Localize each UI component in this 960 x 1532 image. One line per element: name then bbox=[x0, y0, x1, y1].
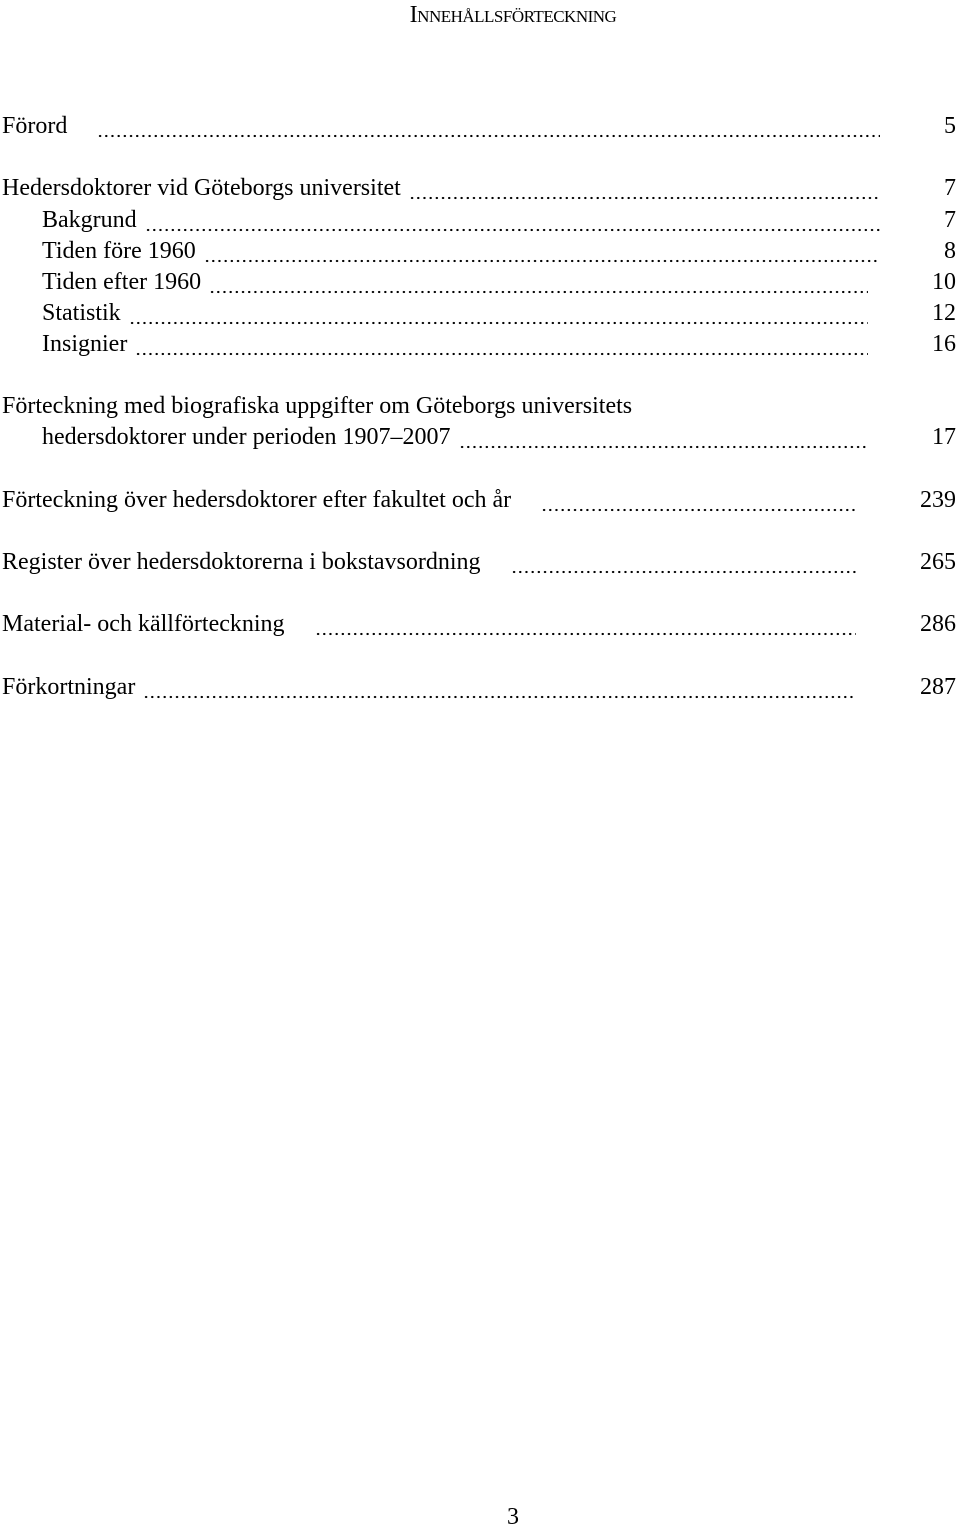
toc-label-continued: hedersdoktorer under perioden 1907–2007 bbox=[42, 424, 451, 450]
leader-dots bbox=[315, 610, 856, 638]
toc-entry bbox=[2, 174, 956, 202]
leader-dots bbox=[209, 268, 868, 296]
toc-label: Register över hedersdoktorerna i bokstavsordning bbox=[2, 549, 481, 575]
toc-label: Förkortningar bbox=[2, 674, 136, 700]
leader-dots bbox=[135, 330, 868, 358]
toc-page: 7 bbox=[944, 175, 956, 201]
leader-dots bbox=[409, 174, 880, 202]
toc-subentry bbox=[42, 268, 956, 296]
toc-page: 17 bbox=[932, 424, 956, 450]
toc-page: 286 bbox=[920, 611, 956, 637]
toc-label: Förteckning över hedersdoktorer efter fakultet och år bbox=[2, 487, 512, 513]
toc-subentry bbox=[42, 299, 956, 327]
leader-dots bbox=[204, 237, 880, 265]
toc-label: Förord bbox=[2, 113, 68, 139]
toc-entry-line2 bbox=[42, 423, 956, 451]
toc-entry bbox=[2, 610, 956, 638]
toc-label: Bakgrund bbox=[42, 207, 137, 233]
toc-subentry bbox=[42, 330, 956, 358]
page-number: 3 bbox=[507, 1504, 519, 1530]
toc-label: Hedersdoktorer vid Göteborgs universitet bbox=[2, 175, 401, 201]
leader-dots bbox=[145, 206, 880, 234]
toc-page: 12 bbox=[932, 300, 956, 326]
toc-label: Tiden före 1960 bbox=[42, 238, 196, 264]
toc-label: Insignier bbox=[42, 331, 128, 357]
toc-subentry bbox=[42, 206, 956, 234]
toc-entry-line1 bbox=[2, 392, 956, 420]
toc-page: 5 bbox=[944, 113, 956, 139]
toc-page: 239 bbox=[920, 487, 956, 513]
leader-dots bbox=[511, 548, 856, 576]
toc-label: Statistik bbox=[42, 300, 121, 326]
toc-page: 265 bbox=[920, 549, 956, 575]
leader-dots bbox=[143, 673, 856, 701]
toc-entry bbox=[2, 112, 956, 140]
toc-entry bbox=[2, 486, 956, 514]
toc-label: Material- och källförteckning bbox=[2, 611, 285, 637]
toc-entry bbox=[2, 673, 956, 701]
toc-label: Förteckning med biografiska uppgifter om Göteborgs universitets bbox=[2, 393, 633, 419]
toc-entry bbox=[2, 548, 956, 576]
toc-page: 7 bbox=[944, 207, 956, 233]
leader-dots bbox=[97, 112, 880, 140]
toc-page: 16 bbox=[932, 331, 956, 357]
toc-page: 287 bbox=[920, 674, 956, 700]
leader-dots bbox=[541, 486, 856, 514]
toc-page: 10 bbox=[932, 269, 956, 295]
toc-page: 8 bbox=[944, 238, 956, 264]
leader-dots bbox=[129, 299, 868, 327]
leader-dots bbox=[459, 423, 868, 451]
toc-subentry bbox=[42, 237, 956, 265]
toc-label: Tiden efter 1960 bbox=[42, 269, 202, 295]
page-title: Innehållsförteckning bbox=[409, 2, 617, 28]
